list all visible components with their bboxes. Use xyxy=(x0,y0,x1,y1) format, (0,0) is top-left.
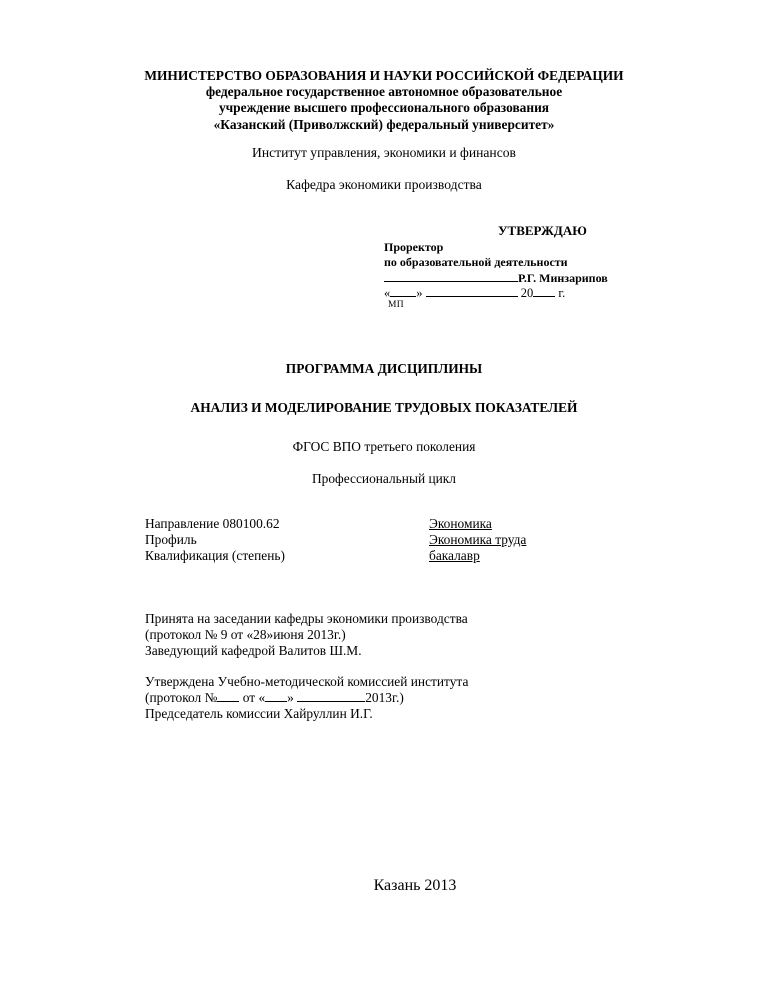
approval-title: УТВЕРЖДАЮ xyxy=(498,223,587,238)
ministry-line: МИНИСТЕРСТВО ОБРАЗОВАНИЯ И НАУКИ РОССИЙСКОЙ ФЕДЕРАЦИИ xyxy=(144,68,624,83)
params-values xyxy=(429,516,526,563)
city-year: Казань 2013 xyxy=(373,877,457,894)
profile-value: Экономика труда xyxy=(429,531,527,547)
protocol-year: 2013г.) xyxy=(365,689,404,705)
discipline-title: АНАЛИЗ И МОДЕЛИРОВАНИЕ ТРУДОВЫХ ПОКАЗАТЕЛЕЙ xyxy=(190,400,578,415)
fgos-standard: ФГОС ВПО третьего поколения xyxy=(292,439,476,454)
year-blank xyxy=(533,285,555,297)
approval-signer: Р.Г. Минзарипов xyxy=(518,271,608,285)
protocol-number-blank xyxy=(217,690,239,702)
date-year-suffix: г. xyxy=(558,286,566,300)
date-close-quote: » xyxy=(416,286,423,300)
profile-label: Профиль xyxy=(145,531,197,547)
commission-chair: Председатель комиссии Хайруллин И.Г. xyxy=(145,705,373,721)
acceptance-line: Принята на заседании кафедры экономики производства xyxy=(145,611,468,626)
university-name-line: «Казанский (Приволжский) федеральный университет» xyxy=(213,116,555,132)
protocol-month-blank xyxy=(297,690,365,702)
department-name: Кафедра экономики производства xyxy=(286,177,482,192)
approval-date xyxy=(384,285,565,301)
approval-block xyxy=(384,240,608,286)
acceptance-protocol: (протокол № 9 от «28»июня 2013г.) xyxy=(145,626,346,642)
commission-protocol xyxy=(145,690,468,706)
signature-blank xyxy=(384,270,518,282)
qualification-value: бакалавр xyxy=(429,547,480,563)
department-head: Заведующий кафедрой Валитов Ш.М. xyxy=(145,642,362,658)
stamp-place-label: МП xyxy=(388,300,404,310)
institute-name: Институт управления, экономики и финансов xyxy=(252,145,516,160)
month-blank xyxy=(426,285,518,297)
department-acceptance xyxy=(145,611,468,658)
approval-role: Проректор xyxy=(384,240,444,254)
protocol-date-open: от « xyxy=(239,689,266,705)
params-labels xyxy=(145,516,285,563)
discipline-cycle: Профессиональный цикл xyxy=(312,471,456,486)
qualification-label: Квалификация (степень) xyxy=(145,547,285,563)
protocol-prefix: (протокол № xyxy=(145,689,218,705)
approval-signature-line xyxy=(384,270,608,286)
direction-value: Экономика xyxy=(429,516,492,531)
protocol-date-close: » xyxy=(287,689,294,705)
date-open-quote: « xyxy=(384,286,391,300)
university-type-line: федеральное государственное автономное образовательное xyxy=(205,84,563,100)
direction-label: Направление 080100.62 xyxy=(145,516,280,531)
university-level-line: учреждение высшего профессионального образования xyxy=(218,100,550,116)
date-year-prefix: 20 xyxy=(520,286,534,300)
protocol-day-blank xyxy=(265,690,287,702)
commission-approval xyxy=(145,674,468,721)
ministry-header xyxy=(0,68,768,133)
commission-line: Утверждена Учебно-методической комиссией института xyxy=(145,674,469,689)
day-blank xyxy=(390,285,416,297)
program-title: ПРОГРАММА ДИСЦИПЛИНЫ xyxy=(285,361,483,376)
approval-area: по образовательной деятельности xyxy=(384,255,568,269)
